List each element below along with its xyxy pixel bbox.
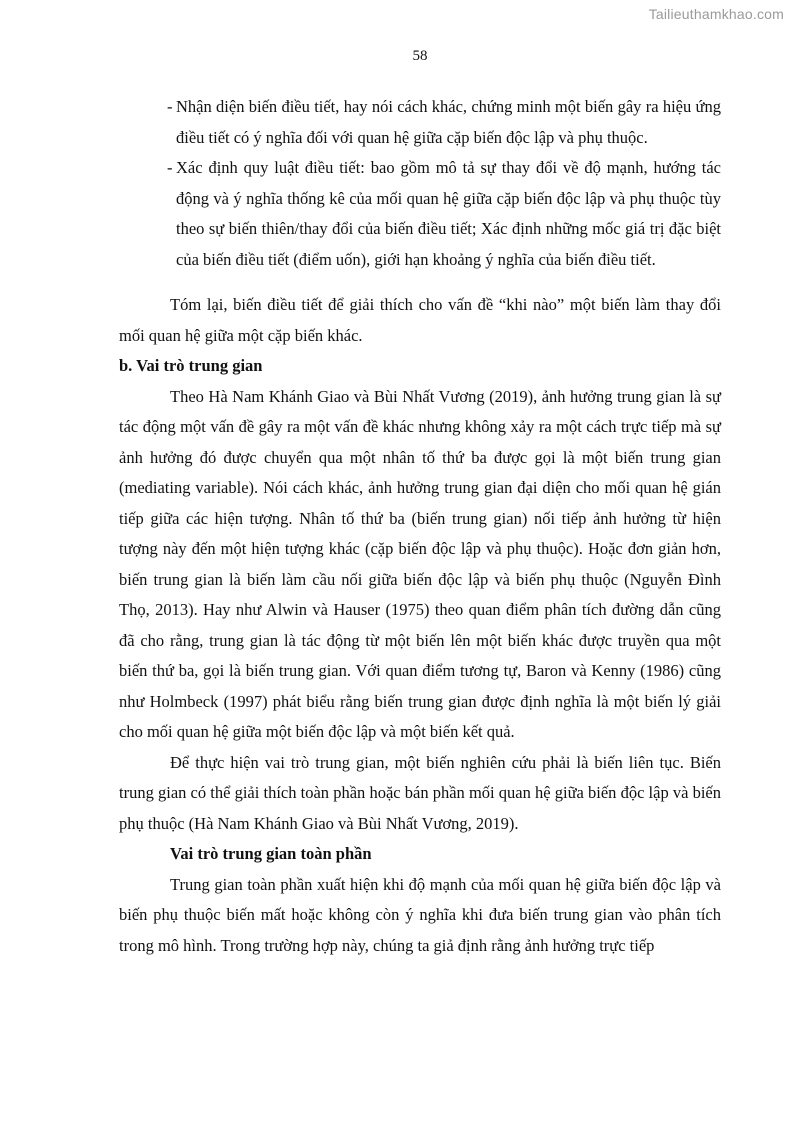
subheading: Vai trò trung gian toàn phần bbox=[170, 844, 372, 863]
paragraph: Theo Hà Nam Khánh Giao và Bùi Nhất Vương (2019), ảnh hưởng trung gian là sự tác động một vấn đề gây ra một vấn đề khác nhưng không xảy ra một cách trực tiếp mà sự ảnh hưởng đó được chuyển qua một nhân tố thứ ba được gọi là một biến trung gian (mediating variable). Nói cách khác, ảnh hưởng trung gian đại diện cho mối quan hệ gián tiếp giữa các hiện tượng. Nhân tố thứ ba (biến trung gian) nối tiếp ảnh hưởng từ hiện tượng này đến một hiện tượng khác (cặp biến độc lập và phụ thuộc). Hoặc đơn giản hơn, biến trung gian là biến làm cầu nối giữa biến độc lập và biến phụ thuộc (Nguyễn Đình Thọ, 2013). Hay như Alwin và Hauser (1975) theo quan điểm phân tích đường dẫn cũng đã cho rằng, trung gian là tác động từ một biến lên một biến khác được truyền qua một biến thứ ba, gọi là biến trung gian. Với quan điểm tương tự, Baron và Kenny (1986) cũng như Holmbeck (1997) phát biểu rằng biến trung gian được định nghĩa là một biến lý giải cho mối quan hệ giữa một biến độc lập và một biến kết quả. bbox=[119, 386, 721, 741]
page-number: 58 bbox=[412, 48, 428, 64]
paragraph: Trung gian toàn phần xuất hiện khi độ mạnh của mối quan hệ giữa biến độc lập và biến phụ thuộc biến mất hoặc không còn ý nghĩa khi đưa biến trung gian vào phân tích trong mô hình. Trong trường hợp này, chúng ta giả định rằng ảnh hưởng trực tiếp bbox=[119, 874, 721, 955]
bullet-text: Xác định quy luật điều tiết: bao gồm mô tả sự thay đổi về độ mạnh, hướng tác động và ý nghĩa thống kê của mối quan hệ giữa cặp biến độc lập và phụ thuộc tùy theo sự biến thiên/thay đổi của biến điều tiết; Xác định những mốc giá trị đặc biệt của biến điều tiết (điểm uốn), giới hạn khoảng ý nghĩa của biến điều tiết. bbox=[176, 158, 721, 269]
section-heading: b. Vai trò trung gian bbox=[119, 356, 263, 375]
bullet-list bbox=[119, 92, 721, 275]
bullet-marker: - bbox=[167, 158, 173, 177]
bullet-text: Nhận diện biến điều tiết, hay nói cách khác, chứng minh một biến gây ra hiệu ứng điều tiết có ý nghĩa đối với quan hệ giữa cặp biến độc lập và phụ thuộc. bbox=[176, 97, 721, 147]
document-body bbox=[119, 92, 721, 961]
summary-paragraph: Tóm lại, biến điều tiết để giải thích cho vấn đề “khi nào” một biến làm thay đổi mối quan hệ giữa một cặp biến khác. bbox=[119, 295, 721, 345]
paragraph: Để thực hiện vai trò trung gian, một biến nghiên cứu phải là biến liên tục. Biến trung gian có thể giải thích toàn phần hoặc bán phần mối quan hệ giữa biến độc lập và biến phụ thuộc (Hà Nam Khánh Giao và Bùi Nhất Vương, 2019). bbox=[119, 752, 721, 833]
list-item bbox=[119, 92, 721, 153]
bullet-marker: - bbox=[167, 97, 173, 116]
list-item bbox=[119, 153, 721, 275]
watermark-text: Tailieuthamkhao.com bbox=[648, 6, 784, 22]
